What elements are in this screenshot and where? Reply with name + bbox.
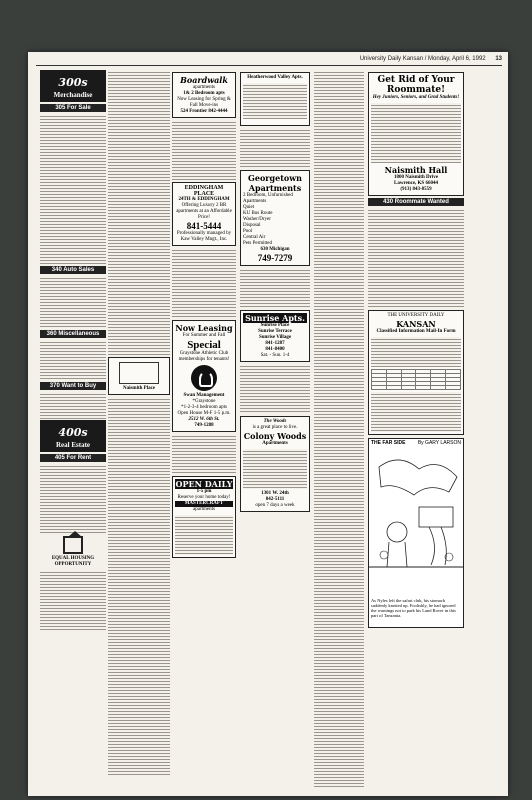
classified-listings [108, 397, 170, 777]
for-rent-heading: 405 For Rent [40, 454, 106, 462]
sunrise-phone2: 841-8400 [265, 347, 285, 352]
classified-mail-in-form [368, 310, 464, 435]
woods-title: The Woods [263, 419, 287, 424]
kansan-form-title: Classified Information Mail-In Form [376, 329, 456, 334]
rate-table [371, 369, 461, 390]
column-apartment-ads-2 [240, 70, 310, 788]
open-daily-title: OPEN DAILY [175, 479, 233, 489]
naismith-title: Naismith Place [122, 386, 156, 391]
woods-name: Colony Woods [243, 431, 307, 441]
section-title: Merchandise [53, 91, 93, 99]
naismith-hall-name: Naismith Hall [384, 165, 448, 175]
georgetown-address: 630 Michigan [260, 247, 290, 252]
swan-address: 2512 W. 6th St. [188, 417, 220, 422]
classified-listings [108, 70, 170, 355]
form-instructions [371, 337, 461, 367]
column-roommate-farside [368, 70, 464, 788]
woods-phone: 842-5111 [265, 497, 285, 502]
georgetown-item: 2 Bedroom, Unfurnished Apartments [243, 193, 293, 204]
classified-listings [240, 268, 310, 308]
georgetown-item: Disposal [243, 223, 261, 228]
mastercraft-brand: MASTERCRAFT [175, 501, 233, 507]
georgetown-phone: 749-7279 [257, 253, 293, 263]
woods-hours: open 7 days a week [255, 503, 295, 508]
classified-listings [240, 364, 310, 414]
classified-listings [40, 392, 106, 420]
auto-sales-heading: 340 Auto Sales [40, 266, 106, 274]
for-sale-heading: 305 For Sale [40, 104, 106, 112]
woods-line2: Apartments [262, 441, 288, 446]
column-listings [108, 70, 170, 788]
sunrise-place: Sunrise Place [260, 323, 290, 328]
roommate-wanted-heading: 430 Roommate Wanted [368, 198, 464, 206]
section-400s [40, 420, 106, 452]
open-daily-line: Reserve your home today! [177, 495, 231, 500]
eddingham-ad [172, 182, 236, 246]
misc-heading: 360 Miscellaneous [40, 330, 106, 338]
column-merchandise [40, 70, 106, 788]
swan-title: Swan Management [183, 393, 225, 398]
georgetown-item: Pets Permitted [243, 241, 273, 246]
ad-details [175, 515, 233, 555]
boardwalk-line1: 1& 2 Bedroom apts [183, 91, 225, 96]
woods-address: 1301 W. 24th [261, 491, 289, 496]
naismith-place-ad [108, 357, 170, 395]
leasing-special: Special [187, 339, 221, 351]
classified-listings [240, 128, 310, 168]
heatherwood-title: Heatherwood Valley Apts. [247, 75, 303, 80]
swan-line3: Open House M-F 1-5 p.m. [177, 411, 231, 416]
eddingham-phone: 841-5444 [186, 221, 222, 231]
roommate-line1: Hey Juniors, Seniors, and Grad Students! [372, 95, 460, 100]
classified-listings [40, 340, 106, 380]
page-header [36, 56, 502, 66]
classified-listings [40, 114, 106, 264]
sunrise-hours: Sat. - Sun. 1-4 [260, 353, 290, 358]
column-listings-2 [314, 70, 364, 788]
boardwalk-address: 524 Frontier 842-4444 [180, 109, 228, 114]
newspaper-page [28, 52, 508, 796]
form-fields [371, 392, 461, 432]
boardwalk-sub: apartments [193, 85, 215, 90]
cartoon-title: THE FAR SIDE [371, 440, 406, 446]
section-number: 300s [58, 76, 88, 89]
sunrise-phone1: 841-1287 [265, 341, 285, 346]
georgetown-item: Quiet [243, 205, 255, 210]
naismith-logo-icon [119, 362, 158, 384]
georgetown-item: Central Air [243, 235, 266, 240]
woods-line1: is a great place to live. [252, 425, 298, 430]
boardwalk-title: Boardwalk [180, 75, 228, 85]
georgetown-title: Georgetown Apartments [248, 173, 302, 193]
page-number: 13 [495, 56, 502, 62]
eddingham-address: 24TH & EDDINGHAM [178, 197, 230, 202]
sunrise-title: Sunrise Apts. [243, 313, 307, 323]
leasing-sub: For Summer and Fall [182, 333, 226, 338]
section-title: Real Estate [55, 441, 91, 449]
classified-listings [40, 570, 106, 630]
kansan-title: KANSAN [396, 319, 436, 329]
open-daily-ad [172, 476, 236, 558]
mastercraft-sub: apartments [193, 507, 215, 512]
sunrise-village: Sunrise Village [258, 335, 292, 340]
equal-housing-icon [63, 536, 83, 554]
leasing-title: Now Leasing [175, 323, 233, 333]
georgetown-item: Washer/Dryer [243, 217, 271, 222]
classified-listings [40, 464, 106, 534]
boardwalk-ad [172, 72, 236, 118]
swan-logo-icon [191, 365, 217, 391]
ad-details [371, 103, 461, 163]
cartoon-drawing [369, 447, 463, 597]
georgetown-item: KU Bus Route [243, 211, 273, 216]
naismith-hall-phone: (913) 843-8559 [400, 187, 432, 192]
sunrise-terrace: Sunrise Terrace [258, 329, 292, 334]
cartoon-byline: By GARY LARSON [417, 440, 461, 446]
swan-line1: *Graystone [192, 399, 216, 404]
classified-listings [368, 208, 464, 308]
cartoon-caption: As Nyles left the safari club, his stomach suddenly knotted up. Foolishly, he had ignored the warnings not to park his Land Rover in this part of Tanzania. [371, 598, 456, 618]
eddingham-line2: Professionally managed by Kaw Valley Mngt., Inc. [176, 231, 232, 242]
roommate-title: Get Rid of Your Roommate! [377, 75, 455, 95]
equal-housing-text: EQUAL HOUSING OPPORTUNITY [51, 556, 95, 567]
header-text: University Daily Kansan / Monday, April 6, 1992 [359, 56, 486, 62]
open-daily-hours: 1-5 pm [196, 489, 212, 494]
naismith-hall-city: Lawrence, KS 66044 [394, 181, 438, 186]
classified-listings [314, 70, 364, 788]
classified-listings [172, 434, 236, 474]
roommate-ad [368, 72, 464, 196]
want-to-buy-heading: 370 Want to Buy [40, 382, 106, 390]
kansan-sub: THE UNIVERSITY DAILY [387, 313, 445, 318]
eddingham-title: EDDINGHAM PLACE [184, 185, 224, 197]
swan-line2: *1-2-3-4 bedroom apts [181, 405, 227, 410]
classified-listings [172, 120, 236, 180]
georgetown-item: Pool [243, 229, 253, 234]
naismith-hall-address: 1800 Naismith Drive [394, 175, 438, 180]
swan-phone: 749-1288 [194, 423, 214, 428]
far-side-cartoon [368, 438, 464, 628]
classified-listings [172, 248, 236, 318]
heatherwood-ad [240, 72, 310, 126]
classified-listings [40, 276, 106, 328]
colony-woods-ad [240, 416, 310, 512]
now-leasing-ad [172, 320, 236, 432]
cartoon-header [369, 439, 463, 447]
ad-details [243, 449, 307, 489]
boardwalk-line2: Now Leasing for Spring & Fall Move-ins [177, 97, 231, 108]
leasing-line: Graystone Athletic Club memberships for tenants! [178, 351, 230, 362]
section-300s [40, 70, 106, 102]
sunrise-ad [240, 310, 310, 362]
georgetown-ad [240, 170, 310, 266]
section-number: 400s [58, 426, 88, 439]
eddingham-line1: Offering Luxury 2 BR apartments at an Affordable Price! [176, 203, 232, 220]
column-apartment-ads [172, 70, 236, 788]
ad-details [243, 83, 307, 119]
